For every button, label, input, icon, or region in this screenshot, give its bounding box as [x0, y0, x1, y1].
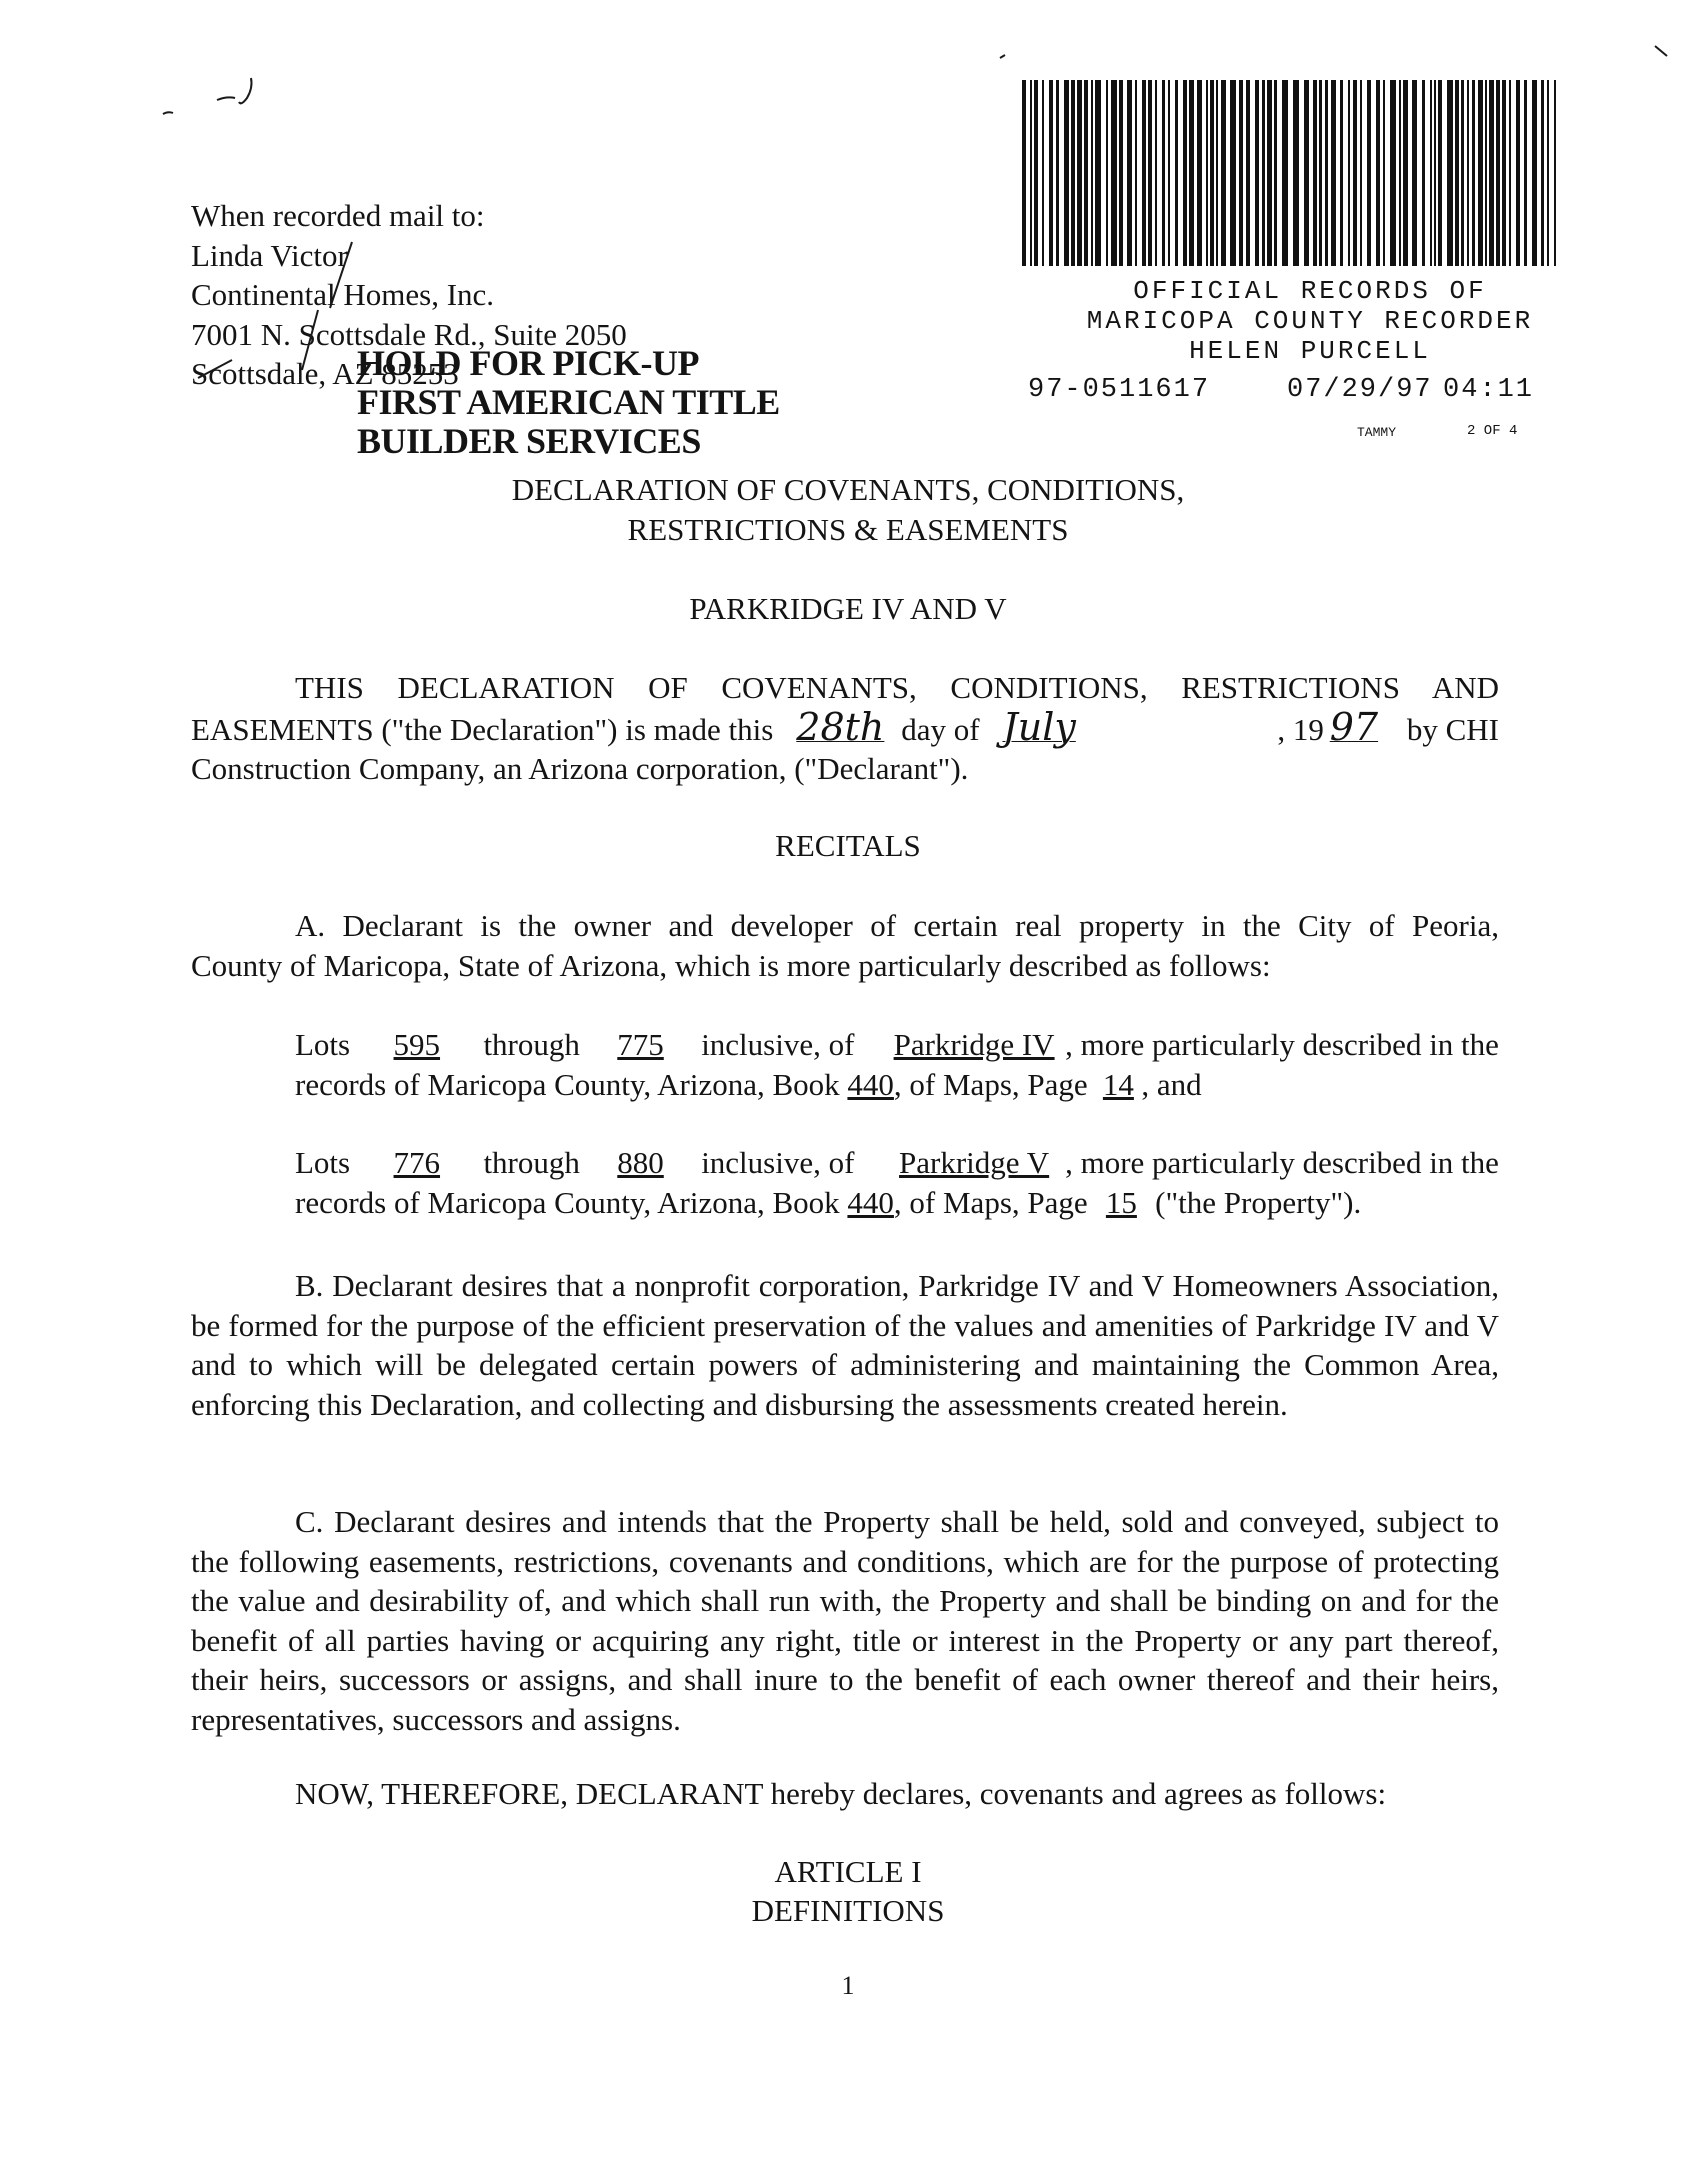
handwritten-month: July: [1002, 704, 1076, 749]
intro-line-2: [191, 704, 1499, 750]
lots-2-inclusive: inclusive, of: [701, 1145, 855, 1180]
barcode-bar: [1313, 80, 1317, 266]
article-title: DEFINITIONS: [751, 1893, 945, 1928]
barcode-bar: [1084, 80, 1088, 266]
record-date: 07/29/97: [1287, 375, 1433, 405]
barcode-bar: [1034, 80, 1038, 266]
barcode-bar: [1331, 80, 1336, 266]
lots-1-subdivision: Parkridge IV: [893, 1027, 1055, 1062]
recording-barcode: [1022, 80, 1557, 266]
barcode-bar: [1532, 80, 1537, 266]
barcode-bar: [1071, 80, 1075, 266]
recital-a-line-2: County of Maricopa, State of Arizona, which is more particularly described as follows:: [191, 947, 1271, 983]
lots-1-book: 440: [847, 1066, 894, 1102]
article-number: ARTICLE I: [774, 1854, 922, 1889]
stamp-line-3: BUILDER SERVICES: [357, 421, 701, 461]
barcode-bar: [1135, 80, 1137, 266]
barcode-bar: [1168, 80, 1170, 266]
barcode-bar: [1216, 80, 1218, 266]
lots-1-to: 775: [617, 1027, 664, 1062]
recital-b-text: B. Declarant desires that a nonprofit corporation, Parkridge IV and V Homeowners Association, be formed for the purpose of the efficient preservation of the values and amenities of Parkridge IV and V and to which will be delegated certain powers of administering and maintaining the Common Area, enforcing this Declaration, and collecting and disbursing the assessments created herein.: [191, 1268, 1499, 1422]
barcode-bar: [1403, 80, 1408, 266]
barcode-bar: [1340, 80, 1343, 266]
barcode-bar: [1376, 80, 1380, 266]
barcode-bar: [1262, 80, 1265, 266]
barcode-bar: [1455, 80, 1459, 266]
barcode-bar: [1064, 80, 1069, 266]
lots-2-rest: , more particularly described in the: [1065, 1145, 1499, 1180]
recital-a: [191, 906, 1499, 985]
lots-description-2: [295, 1143, 1499, 1222]
recital-b: [191, 1266, 1499, 1424]
barcode-bar: [1162, 80, 1165, 266]
barcode-bar: [1496, 80, 1500, 266]
barcode-bar: [1509, 80, 1511, 266]
mail-to-street: 7001 N. Scottsdale Rd., Suite 2050: [191, 316, 627, 352]
mail-to-city: Scottsdale, AZ 85253: [191, 356, 459, 391]
barcode-bar: [1056, 80, 1059, 266]
barcode-bar: [1319, 80, 1322, 266]
barcode-bar: [1095, 80, 1101, 266]
barcode-bar: [1390, 80, 1396, 266]
barcode-bar: [1091, 80, 1093, 266]
record-number: 97-0511617: [1028, 375, 1211, 405]
stamp-line-2: FIRST AMERICAN TITLE: [357, 382, 780, 422]
document-title-line-2: RESTRICTIONS & EASEMENTS: [627, 512, 1069, 547]
mail-to-company: Continental Homes, Inc.: [191, 277, 495, 312]
barcode-bar: [1325, 80, 1328, 266]
lots-2-page: 15: [1105, 1184, 1137, 1220]
page-number: 1: [841, 1971, 855, 2000]
lots-1-line-2-a: records of Maricopa County, Arizona, Book: [295, 1066, 840, 1102]
barcode-bar: [1360, 80, 1362, 266]
barcode-bar: [1502, 80, 1506, 266]
barcode-bar: [1282, 80, 1288, 266]
barcode-bar: [1524, 80, 1527, 266]
record-page: 2 OF 4: [1467, 423, 1518, 439]
recital-c: [191, 1502, 1499, 1739]
lots-2-through: through: [483, 1145, 580, 1180]
barcode-bar: [1127, 80, 1132, 266]
barcode-bar: [1447, 80, 1453, 266]
lots-1-line-2-b: , of Maps, Page: [893, 1066, 1088, 1102]
barcode-bar: [1148, 80, 1152, 266]
barcode-bar: [1422, 80, 1425, 266]
barcode-bar: [1155, 80, 1157, 266]
barcode-bar: [1049, 80, 1053, 266]
lots-1-rest: , more particularly described in the: [1065, 1027, 1499, 1062]
barcode-bar: [1267, 80, 1272, 266]
barcode-bar: [1142, 80, 1146, 266]
intro-line-1: THIS DECLARATION OF COVENANTS, CONDITIONS, RESTRICTIONS AND: [295, 670, 1499, 705]
barcode-bar: [1304, 80, 1309, 266]
title-company-stamp: [357, 344, 780, 461]
lots-1-line-2-c: , and: [1141, 1066, 1202, 1102]
barcode-bar: [1547, 80, 1549, 266]
lots-2-line-2-a: records of Maricopa County, Arizona, Book: [295, 1184, 840, 1220]
lots-description-1: [295, 1025, 1499, 1104]
intro-text-b: day of: [901, 711, 980, 747]
barcode-bar: [1022, 80, 1026, 266]
barcode-bar: [1106, 80, 1108, 266]
lots-1-through: through: [483, 1027, 580, 1062]
mail-to-heading: When recorded mail to:: [191, 198, 485, 233]
lots-1-inclusive: inclusive, of: [701, 1027, 855, 1062]
document-title-line-1: DECLARATION OF COVENANTS, CONDITIONS,: [511, 472, 1185, 507]
barcode-bar: [1489, 80, 1494, 266]
barcode-bar: [1485, 80, 1487, 266]
lots-2-to: 880: [617, 1145, 664, 1180]
barcode-bar: [1461, 80, 1464, 266]
barcode-bar: [1255, 80, 1259, 266]
barcode-bar: [1516, 80, 1520, 266]
recorder-line-1: OFFICIAL RECORDS OF: [1133, 276, 1487, 306]
record-time: 04:11: [1443, 375, 1535, 405]
lots-2-line-2: [295, 1183, 1499, 1223]
barcode-bar: [1383, 80, 1385, 266]
barcode-bar: [1077, 80, 1082, 266]
barcode-bar: [1210, 80, 1214, 266]
recitals-heading: RECITALS: [775, 828, 921, 863]
barcode-bar: [1348, 80, 1350, 266]
barcode-bar: [1399, 80, 1401, 266]
lots-1-word: Lots: [295, 1027, 351, 1062]
lots-2-from: 776: [393, 1145, 441, 1180]
recorder-line-3: HELEN PURCELL: [1189, 336, 1431, 366]
barcode-bar: [1554, 80, 1556, 266]
barcode-bar: [1042, 80, 1044, 266]
lots-1-page: 14: [1102, 1066, 1134, 1102]
barcode-bar: [1239, 80, 1243, 266]
lots-1-line-2: [295, 1065, 1499, 1105]
barcode-bar: [1175, 80, 1178, 266]
barcode-bar: [1230, 80, 1236, 266]
recital-a-line-1: A. Declarant is the owner and developer of certain real property in the City of Peoria,: [295, 908, 1499, 943]
scan-marks: [990, 40, 1690, 70]
barcode-bar: [1478, 80, 1483, 266]
barcode-bar: [1119, 80, 1123, 266]
barcode-bar: [1412, 80, 1417, 266]
handwritten-year: 97: [1329, 704, 1379, 749]
barcode-bar: [1197, 80, 1202, 266]
barcode-bar: [1183, 80, 1187, 266]
lots-2-line-2-b: , of Maps, Page: [893, 1184, 1088, 1220]
intro-paragraph: [191, 668, 1499, 789]
handwritten-day: 28th: [796, 704, 885, 749]
barcode-bar: [1246, 80, 1250, 266]
recorder-line-2: MARICOPA COUNTY RECORDER: [1086, 306, 1534, 336]
barcode-bar: [1221, 80, 1226, 266]
barcode-bar: [1353, 80, 1357, 266]
lots-2-line-1: [295, 1143, 1499, 1183]
barcode-bar: [1030, 80, 1032, 266]
intro-line-3: Construction Company, an Arizona corporation, ("Declarant").: [191, 751, 969, 786]
barcode-bar: [1293, 80, 1299, 266]
recital-c-text: C. Declarant desires and intends that the Property shall be held, sold and conveyed, subject to the following easements, restrictions, covenants and conditions, which are for the purpose of protecting the value and desirability of, and which shall run with, the Property and shall be binding on and for the benefit of all parties having or acquiring any right, title or interest in the Property or any part thereof, their heirs, successors or assigns, and shall inure to the benefit of each owner thereof and their heirs, representatives, successors and assigns.: [191, 1504, 1499, 1737]
now-therefore-clause: NOW, THEREFORE, DECLARANT hereby declares, covenants and agrees as follows:: [295, 1776, 1387, 1811]
pen-marks: [155, 70, 275, 130]
barcode-bar: [1438, 80, 1442, 266]
barcode-bar: [1189, 80, 1194, 266]
lots-2-subdivision: Parkridge V: [899, 1145, 1050, 1180]
barcode-bar: [1472, 80, 1475, 266]
lots-2-word: Lots: [295, 1145, 351, 1180]
stamp-line-1: HOLD FOR PICK-UP: [357, 343, 699, 383]
mail-to-name: Linda Victor: [191, 237, 348, 273]
recorder-block: [1000, 276, 1620, 366]
barcode-bar: [1430, 80, 1432, 266]
barcode-bar: [1434, 80, 1436, 266]
intro-text-c: , 19: [1277, 711, 1324, 747]
lots-2-book: 440: [847, 1184, 894, 1220]
lots-2-line-2-c: ("the Property").: [1155, 1184, 1362, 1220]
barcode-bar: [1111, 80, 1117, 266]
barcode-bar: [1467, 80, 1469, 266]
barcode-bar: [1541, 80, 1544, 266]
intro-text-a: EASEMENTS ("the Declaration") is made this: [191, 711, 774, 747]
barcode-bar: [1206, 80, 1208, 266]
project-title: PARKRIDGE IV AND V: [689, 591, 1007, 626]
barcode-bar: [1367, 80, 1371, 266]
lots-1-from: 595: [393, 1027, 441, 1062]
record-clerk: TAMMY: [1357, 425, 1397, 440]
barcode-bar: [1274, 80, 1277, 266]
intro-text-d: by CHI: [1406, 711, 1499, 747]
lots-1-line-1: [295, 1025, 1499, 1065]
